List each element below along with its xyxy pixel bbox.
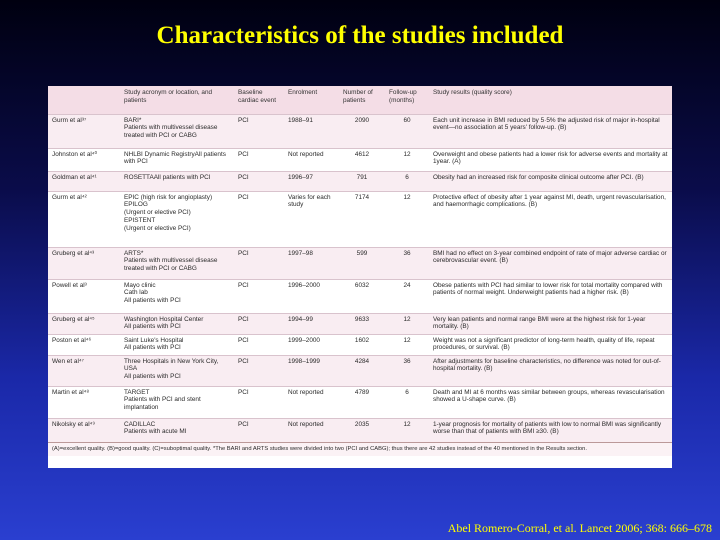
- table-row: [48, 355, 672, 386]
- table-row: [48, 386, 672, 418]
- cell-event: PCI: [234, 191, 284, 247]
- table-row: [48, 247, 672, 279]
- cell-patients: 9633: [339, 313, 385, 334]
- cell-enrolment: 1988–91: [284, 114, 339, 148]
- studies-table-card: [48, 86, 672, 468]
- cell-event: PCI: [234, 418, 284, 442]
- cell-results: After adjustments for baseline characteristics, no difference was noted for out-of-hospital mortality. (B): [429, 355, 672, 386]
- cell-followup: 12: [385, 191, 429, 247]
- cell-followup: 36: [385, 247, 429, 279]
- cell-study-line: All patients with PCI: [124, 323, 181, 331]
- cell-enrolment: Varies for each study: [284, 191, 339, 247]
- header-event: Baseline cardiac event: [234, 86, 284, 114]
- table-footnote: (A)=excellent quality. (B)=good quality. (C)=suboptimal quality. *The BARI and ARTS studies were divided into two (PCI and CABG); thus there are 42 studies instead of the 40 mentioned in the Results section.: [48, 442, 672, 456]
- cell-study-line: Washington Hospital Center: [124, 315, 204, 323]
- cell-event: PCI: [234, 114, 284, 148]
- citation: Abel Romero-Corral, et al. Lancet 2006; 368: 666–678: [447, 521, 712, 535]
- cell-enrolment: 1997–98: [284, 247, 339, 279]
- cell-study-line: NHLBI Dynamic RegistryAll patients with PCI: [124, 150, 226, 166]
- cell-followup: 12: [385, 334, 429, 355]
- table-row: [48, 191, 672, 247]
- cell-patients: 791: [339, 171, 385, 191]
- cell-study-line: BARI*: [124, 116, 142, 124]
- cell-study-line: EPILOG: [124, 201, 148, 209]
- cell-study: [120, 355, 234, 386]
- cell-enrolment: 1999–2000: [284, 334, 339, 355]
- cell-followup: 60: [385, 114, 429, 148]
- cell-study-line: EPISTENT: [124, 216, 156, 224]
- cell-study-line: Three Hospitals in New York City, USA: [124, 357, 219, 373]
- cell-patients: 6032: [339, 279, 385, 313]
- cell-followup: 12: [385, 313, 429, 334]
- cell-results: Very lean patients and normal range BMI were at the highest risk for 1-year mortality. (B): [429, 313, 672, 334]
- cell-study: [120, 279, 234, 313]
- cell-patients: 599: [339, 247, 385, 279]
- cell-study-line: TARGET: [124, 388, 150, 396]
- table-row: [48, 313, 672, 334]
- cell-results: BMI had no effect on 3-year combined endpoint of rate of major adverse cardiac or cerebrovascular event. (B): [429, 247, 672, 279]
- cell-followup: 12: [385, 148, 429, 171]
- cell-study-line: Patients with multivessel disease treated with PCI or CABG: [124, 124, 218, 140]
- cell-patients: 2090: [339, 114, 385, 148]
- cell-study-line: Mayo clinic: [124, 281, 156, 289]
- cell-study-line: (Urgent or elective PCI): [124, 224, 191, 232]
- header-author: [48, 86, 120, 114]
- cell-study-line: Patients with acute MI: [124, 428, 187, 436]
- table-body: [48, 114, 672, 442]
- cell-study: [120, 247, 234, 279]
- cell-study-line: ARTS*: [124, 249, 144, 257]
- cell-study: [120, 191, 234, 247]
- cell-enrolment: 1996–2000: [284, 279, 339, 313]
- cell-patients: 7174: [339, 191, 385, 247]
- cell-study: [120, 114, 234, 148]
- cell-author: Powell et al³: [48, 279, 120, 313]
- cell-results: Weight was not a significant predictor of long-term health, quality of life, repeat procedures, or survival. (B): [429, 334, 672, 355]
- cell-study-line: ROSETTAAll patients with PCI: [124, 173, 211, 181]
- header-results: Study results (quality score): [429, 86, 672, 114]
- cell-patients: 1602: [339, 334, 385, 355]
- table-row: [48, 171, 672, 191]
- header-enrolment: Enrolment: [284, 86, 339, 114]
- cell-event: PCI: [234, 386, 284, 418]
- cell-enrolment: 1994–99: [284, 313, 339, 334]
- cell-event: PCI: [234, 334, 284, 355]
- cell-results: Obesity had an increased risk for composite clinical outcome after PCI. (B): [429, 171, 672, 191]
- cell-patients: 4284: [339, 355, 385, 386]
- cell-study-line: Cath lab: [124, 289, 148, 297]
- cell-author: Gruberg et al⁴³: [48, 247, 120, 279]
- cell-enrolment: 1998–1999: [284, 355, 339, 386]
- cell-study: [120, 313, 234, 334]
- cell-event: PCI: [234, 279, 284, 313]
- table-row: [48, 114, 672, 148]
- cell-enrolment: Not reported: [284, 386, 339, 418]
- cell-study: [120, 418, 234, 442]
- cell-results: Obese patients with PCI had similar to lower risk for total mortality compared with patients of normal weight. Underweight patients had a higher risk. (B): [429, 279, 672, 313]
- table-row: [48, 279, 672, 313]
- cell-author: Martin et al⁴⁸: [48, 386, 120, 418]
- cell-author: Nikolsky et al⁴⁹: [48, 418, 120, 442]
- table-row: [48, 418, 672, 442]
- cell-followup: 6: [385, 171, 429, 191]
- cell-study: [120, 386, 234, 418]
- cell-author: Poston et al⁴⁶: [48, 334, 120, 355]
- cell-study-line: CADILLAC: [124, 420, 156, 428]
- cell-author: Gruberg et al⁴⁵: [48, 313, 120, 334]
- cell-event: PCI: [234, 148, 284, 171]
- cell-followup: 6: [385, 386, 429, 418]
- cell-author: Johnston et al⁴⁰: [48, 148, 120, 171]
- slide-title: Characteristics of the studies included: [156, 22, 564, 49]
- table-row: [48, 148, 672, 171]
- cell-study-line: All patients with PCI: [124, 344, 181, 352]
- cell-study-line: Patients with multivessel disease treated with PCI or CABG: [124, 257, 218, 273]
- header-study: Study acronym or location, and patients: [120, 86, 234, 114]
- cell-results: Death and MI at 6 months was similar between groups, whereas revascularisation showed a U-shape curve. (B): [429, 386, 672, 418]
- cell-study-line: All patients with PCI: [124, 373, 181, 381]
- cell-study: [120, 148, 234, 171]
- cell-event: PCI: [234, 355, 284, 386]
- cell-event: PCI: [234, 247, 284, 279]
- cell-followup: 12: [385, 418, 429, 442]
- cell-author: Goldman et al⁴¹: [48, 171, 120, 191]
- cell-study: [120, 171, 234, 191]
- cell-study: [120, 334, 234, 355]
- cell-patients: 4789: [339, 386, 385, 418]
- cell-study-line: All patients with PCI: [124, 297, 181, 305]
- cell-study-line: Patients with PCI and stent implantation: [124, 396, 201, 412]
- cell-author: Gurm et al⁴²: [48, 191, 120, 247]
- header-followup: Follow-up (months): [385, 86, 429, 114]
- cell-study-line: Saint Luke's Hospital: [124, 336, 184, 344]
- cell-results: Protective effect of obesity after 1 year against MI, death, urgent revascularisation, and haemorrhagic complications. (B): [429, 191, 672, 247]
- cell-study-line: (Urgent or elective PCI): [124, 209, 191, 217]
- cell-author: Wen et al⁴⁷: [48, 355, 120, 386]
- cell-enrolment: 1996–97: [284, 171, 339, 191]
- cell-results: Each unit increase in BMI reduced by 5·5% the adjusted risk of major in-hospital event—no association at 5 years' follow-up. (B): [429, 114, 672, 148]
- cell-followup: 36: [385, 355, 429, 386]
- header-patients: Number of patients: [339, 86, 385, 114]
- cell-patients: 4612: [339, 148, 385, 171]
- cell-results: Overweight and obese patients had a lower risk for adverse events and mortality at 1year. (A): [429, 148, 672, 171]
- cell-enrolment: Not reported: [284, 418, 339, 442]
- cell-patients: 2035: [339, 418, 385, 442]
- studies-table: [48, 86, 672, 456]
- cell-event: PCI: [234, 313, 284, 334]
- cell-followup: 24: [385, 279, 429, 313]
- cell-enrolment: Not reported: [284, 148, 339, 171]
- cell-study-line: EPIC (high risk for angioplasty): [124, 193, 213, 201]
- table-footnote-row: [48, 442, 672, 456]
- cell-author: Gurm et al³⁷: [48, 114, 120, 148]
- cell-results: 1-year prognosis for mortality of patients with low to normal BMI was significantly worse than that of patients with BMI ≥30. (B): [429, 418, 672, 442]
- table-row: [48, 334, 672, 355]
- table-header-row: [48, 86, 672, 114]
- cell-event: PCI: [234, 171, 284, 191]
